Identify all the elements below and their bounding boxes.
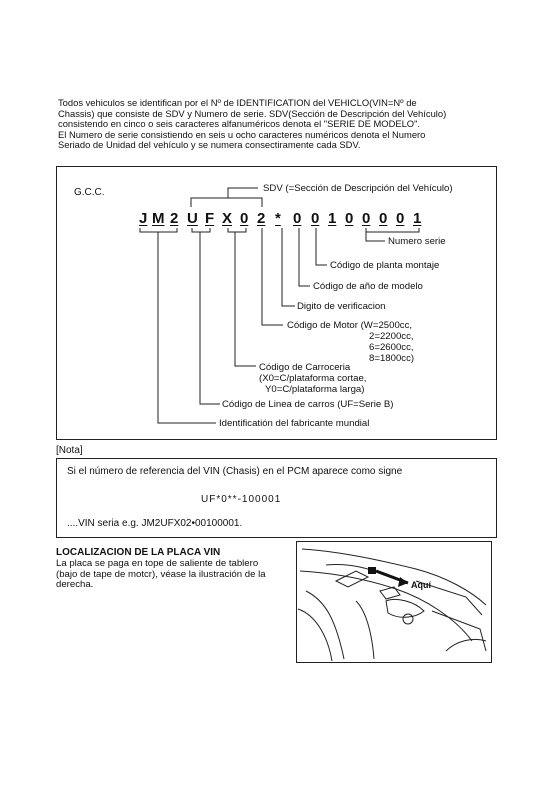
vin-char: J	[139, 210, 148, 227]
mfr-bracket	[140, 228, 177, 232]
vin-char: U	[187, 210, 198, 227]
nota-text: Si el número de referencia del VIN (Chasis) en el PCM aparece como signe	[67, 466, 403, 477]
location-title: LOCALIZACION DE LA PLACA VIN	[56, 547, 221, 558]
engine-label-line: Código de Motor (W=2500cc,	[287, 320, 413, 331]
line-leader	[200, 232, 220, 404]
vin-char: 0	[311, 210, 320, 227]
nota-code: UF*0**-100001	[201, 494, 282, 505]
body-leader	[235, 232, 256, 366]
body-bracket	[228, 228, 246, 232]
vin-char: *	[275, 210, 281, 227]
manufacturer-label: Identificatión del fabricante mundial	[219, 418, 370, 429]
vin-char: 1	[413, 210, 422, 227]
vin-char: 0	[379, 210, 388, 227]
line-bracket	[192, 228, 210, 232]
location-line: La placa se paga en tope de saliente de tablero	[56, 558, 259, 569]
body-label-line: (X0=C/plataforma cortae,	[259, 373, 367, 384]
line-label: Código de Linea de carros (UF=Serie B)	[222, 399, 394, 410]
vin-char: 2	[257, 210, 266, 227]
engine-label-line: 2=2200cc,	[369, 331, 414, 342]
body-label-line: Y0=C/plataforma larga)	[265, 384, 365, 395]
body-label	[259, 362, 366, 395]
engine-label	[287, 320, 414, 364]
vin-char: 0	[362, 210, 371, 227]
year-label: Código de año de modelo	[313, 281, 423, 292]
intro-line: consistendo en cinco o seis caracteres alfanuméricos denota el "SERIE DE MODELO".	[58, 118, 421, 130]
check-leader	[282, 228, 295, 306]
body-label-line: Código de Carroceria	[259, 362, 351, 373]
check-label: Digito de verificacion	[297, 301, 386, 312]
region-label: G.C.C.	[74, 187, 105, 198]
pointer-label: Aquí	[411, 580, 431, 590]
serial-label: Numero serie	[388, 236, 446, 247]
vin-plate-mark	[368, 567, 376, 574]
engine-label-line: 8=1800cc)	[369, 353, 415, 364]
vin-char: 0	[345, 210, 354, 227]
vin-char: 0	[240, 210, 249, 227]
plant-leader	[316, 228, 327, 265]
vin-char: 2	[170, 210, 179, 227]
intro-line: El Numero de serie consistiendo en seis u ocho caracteres numéricos denota el Numero	[58, 128, 426, 140]
sdv-label: SDV (=Sección de Descripción del Vehículo)	[263, 183, 453, 194]
sdv-stem	[228, 188, 258, 198]
intro-line: Chassis) que consiste de SDV y Numero de serie. SDV(Sección de Descripción del Vehículo)	[58, 107, 447, 119]
vin-char: 0	[293, 210, 302, 227]
location-text	[56, 559, 286, 591]
serial-leader	[366, 232, 385, 241]
vin-plate-illustration	[296, 541, 492, 663]
vin-char: 1	[328, 210, 337, 227]
engine-label-line: 6=2600cc,	[369, 342, 414, 353]
location-line: derecha.	[56, 579, 94, 591]
location-line: (bajo de tape de motcr), véase la ilustración de la	[56, 568, 266, 580]
engine-leader	[262, 228, 283, 325]
vin-char: X	[222, 210, 233, 227]
vin-char: F	[205, 210, 215, 227]
intro-line: Todos vehiculos se identifican por el Nº de IDENTIFICATION del VEHICLO(VIN=Nº de	[58, 97, 417, 108]
nota-example: ....VIN seria e.g. JM2UFX02•00100001.	[67, 518, 243, 529]
nota-heading: [Nota]	[56, 445, 83, 456]
mfr-leader	[158, 232, 216, 423]
plant-label: Código de planta montaje	[330, 260, 440, 271]
sdv-bracket	[191, 198, 262, 207]
vin-char: 0	[396, 210, 405, 227]
serial-bracket	[366, 228, 419, 232]
intro-line: Seriado de Unidad del vehículo y se numera consectiramente cada SDV.	[58, 139, 361, 151]
year-leader	[299, 228, 310, 286]
vin-char: M	[152, 210, 165, 227]
